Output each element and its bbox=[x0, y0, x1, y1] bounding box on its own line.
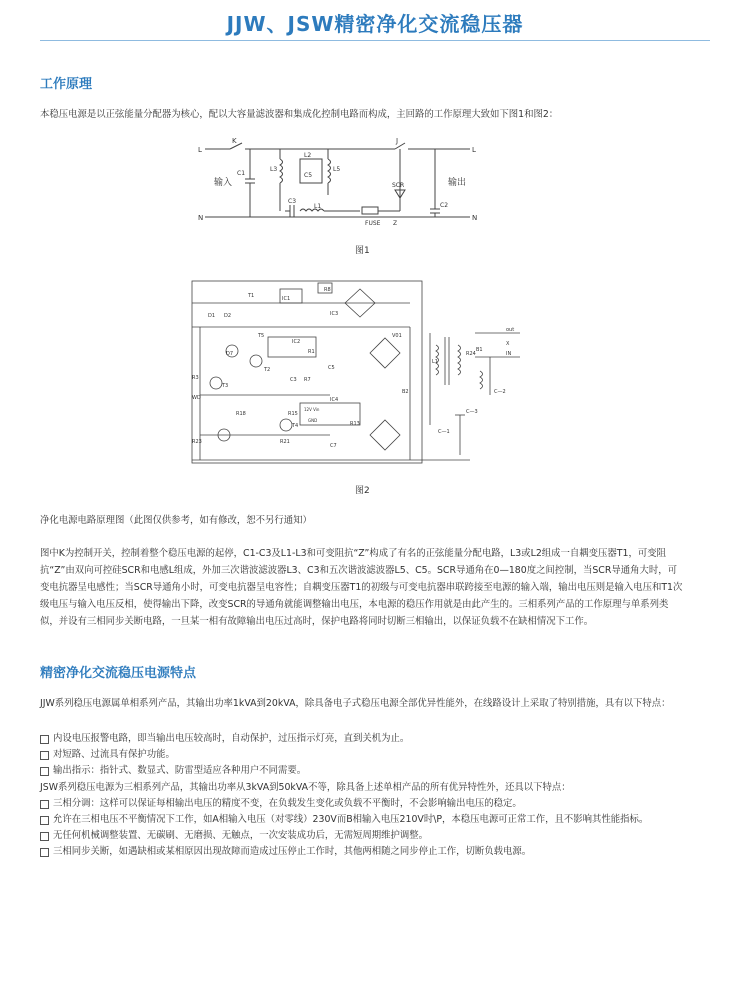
fig2-label-T3: T3 bbox=[222, 383, 229, 389]
list-item: 无任何机械调整装置、无碳刷、无磨损、无触点，一次安装成功后，无需短周期维护调整。 bbox=[40, 828, 685, 844]
fig1-label-K: K bbox=[232, 137, 237, 145]
fig2-label-C-3: C—3 bbox=[466, 409, 478, 415]
figure-note: 净化电源电路原理图（此图仅供参考，如有修改，恕不另行通知） bbox=[40, 515, 312, 526]
figure-2-caption: 图2 bbox=[355, 486, 370, 496]
principle-description: 图中K为控制开关，控制着整个稳压电源的起停，C1-C3及L1-L3和可变阻抗“Z”构成了有名的正弦能量分配电路，L3或L2组成一自耦变压器T1，可变阻抗“Z”由双向可控硅SCR和电感L组成，外加三次谐波滤波器L3、C3和五次谐波滤波器L5、C5。SCR导通角在0—180度之间控制，当SCR导通角大时，可变电抗器呈电感性；当SCR导通角小时，可变电抗器呈电容性；自耦变压器T1的初级与可变电抗器串联跨接至电源的输入端，输出电压则是输入电压和T1次级电压与输入电压反相，使得输出下降，改变SCR的导通角就能调整输出电压，本电源的稳压作用就是由此产生的。三相系列产品的工作原理与单系列类似，并设有三相同步关断电路，一旦某一相有故障输出电压过高时，保护电路将同时切断三相输出，以保证负载不在缺相情况下工作。 bbox=[40, 548, 683, 627]
fig1-label-L-right: L bbox=[472, 146, 476, 154]
fig1-label-L3: L3 bbox=[270, 166, 278, 173]
checkbox-icon bbox=[40, 767, 49, 776]
fig2-label-B2: B2 bbox=[402, 389, 409, 395]
checkbox-icon bbox=[40, 832, 49, 841]
checkbox-icon bbox=[40, 816, 49, 825]
checkbox-icon bbox=[40, 735, 49, 744]
fig2-label-D1: D1 bbox=[208, 313, 216, 319]
fig2-label-R1: R1 bbox=[308, 349, 315, 355]
jjw-intro: JJW系列稳压电源属单相系列产品，其输出功率1kVA到20kVA，除具备电子式稳压电源全部优异性能外，在线路设计上采取了特别措施，具有以下特点： bbox=[40, 698, 671, 709]
fig2-label-R21: R21 bbox=[280, 439, 290, 445]
fig1-label-L5: L5 bbox=[333, 166, 341, 173]
fig1-label-C3: C3 bbox=[288, 198, 297, 205]
fig2-label-C3: C3 bbox=[290, 377, 297, 383]
fig2-label-R7: R7 bbox=[304, 377, 311, 383]
fig1-label-N-right: N bbox=[472, 214, 478, 222]
title-divider bbox=[40, 40, 710, 41]
fig2-label-V01: V01 bbox=[392, 333, 402, 339]
fig1-label-FUSE: FUSE bbox=[365, 220, 381, 227]
figure-1-caption: 图1 bbox=[355, 246, 370, 256]
fig2-label-gnd: GND bbox=[308, 418, 318, 423]
fig2-label-X: X bbox=[506, 341, 510, 347]
fig2-label-R8: R8 bbox=[324, 287, 331, 293]
fig2-label-D7: D7 bbox=[226, 351, 234, 357]
fig2-label-B1: B1 bbox=[476, 347, 483, 353]
fig1-label-C2: C2 bbox=[440, 202, 449, 209]
list-item: 三相分调：这样可以保证每相输出电压的精度不变，在负载发生变化或负载不平衡时，不会影响输出电压的稳定。 bbox=[40, 796, 685, 812]
fig2-label-R18: R18 bbox=[236, 411, 246, 417]
fig2-label-C5: C5 bbox=[328, 365, 335, 371]
fig1-label-input: 输入 bbox=[214, 178, 233, 188]
fig1-label-N: N bbox=[198, 214, 204, 222]
fig2-label-out: out bbox=[506, 327, 515, 333]
fig2-label-T2: T2 bbox=[264, 367, 271, 373]
fig2-label-T5: T5 bbox=[258, 333, 265, 339]
checkbox-icon bbox=[40, 848, 49, 857]
list-item: 内设电压报警电路，即当输出电压较高时，自动保护，过压指示灯亮，直到关机为止。 bbox=[40, 731, 700, 747]
fig2-label-R3: R3 bbox=[192, 375, 199, 381]
fig2-label-IN: IN bbox=[506, 351, 512, 357]
fig1-label-L1: L1 bbox=[314, 203, 322, 210]
fig1-label-L: L bbox=[198, 146, 202, 154]
fig2-label-T4: T4 bbox=[292, 423, 299, 429]
fig1-label-J: J bbox=[396, 137, 399, 145]
list-item: 三相同步关断，如遇缺相或某相原因出现故障而造成过压停止工作时，其他两相随之同步停止工作，切断负载电源。 bbox=[40, 844, 685, 860]
section-heading-features: 精密净化交流稳压电源特点 bbox=[40, 666, 197, 681]
fig2-label-R15: R15 bbox=[288, 411, 298, 417]
fig2-label-IC3: IC3 bbox=[330, 311, 339, 317]
fig2-label-C7: C7 bbox=[330, 443, 337, 449]
jsw-feature-list bbox=[40, 796, 685, 860]
jjw-feature-list bbox=[40, 731, 700, 779]
checkbox-icon bbox=[40, 751, 49, 760]
fig2-label-WD: WD bbox=[192, 395, 201, 401]
page-title: JJW、JSW精密净化交流稳压器 bbox=[226, 12, 524, 36]
figure-2-circuit bbox=[180, 275, 530, 470]
fig2-label-T1: T1 bbox=[248, 293, 255, 299]
list-item: 输出指示：指针式、数显式、防雷型适应各种用户不同需要。 bbox=[40, 763, 700, 779]
fig2-label-C-2: C—2 bbox=[494, 389, 506, 395]
fig1-label-C1: C1 bbox=[237, 170, 246, 177]
fig1-label-Z: Z bbox=[393, 220, 398, 227]
fig2-label-IC1: IC1 bbox=[282, 296, 291, 302]
fig2-label-R23: R23 bbox=[192, 439, 202, 445]
fig2-label-R24: R24 bbox=[466, 351, 476, 357]
fig1-label-L2: L2 bbox=[304, 152, 312, 159]
fig1-label-C5: C5 bbox=[304, 172, 313, 179]
list-item: 对短路、过流具有保护功能。 bbox=[40, 747, 700, 763]
jsw-intro: JSW系列稳压电源为三相系列产品，其输出功率从3kVA到50kVA不等，除具备上述单相产品的所有优异特性外，还具以下特点： bbox=[40, 782, 571, 793]
figure-1-circuit bbox=[190, 135, 490, 235]
fig2-label-L1: L1 bbox=[432, 359, 438, 365]
fig1-label-output: 输出 bbox=[448, 178, 467, 188]
fig2-label-IC2: IC2 bbox=[292, 339, 301, 345]
fig2-label-C-1: C—1 bbox=[438, 429, 450, 435]
section-heading-principle: 工作原理 bbox=[40, 77, 93, 92]
fig2-label-IC4: IC4 bbox=[330, 397, 339, 403]
fig2-label-vin: 12V Vin bbox=[304, 407, 320, 412]
fig2-label-R13: R13 bbox=[350, 421, 360, 427]
principle-intro: 本稳压电源是以正弦能量分配器为核心，配以大容量滤波器和集成化控制电路而构成，主回路的工作原理大致如下图1和图2： bbox=[40, 109, 559, 120]
checkbox-icon bbox=[40, 800, 49, 809]
fig2-label-D2: D2 bbox=[224, 313, 232, 319]
fig1-label-SCR: SCR bbox=[392, 182, 405, 189]
list-item: 允许在三相电压不平衡情况下工作，如A相输入电压（对零线）230V而B相输入电压210V时\P，本稳压电源可正常工作，且不影响其性能指标。 bbox=[40, 812, 685, 828]
